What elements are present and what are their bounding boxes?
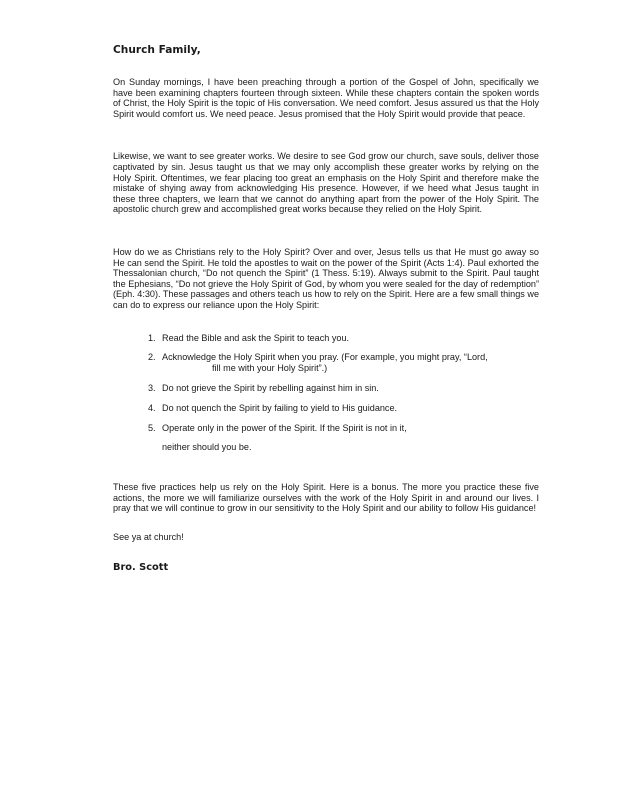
list-item-text: Read the Bible and ask the Spirit to teach you. <box>162 332 350 343</box>
list-item <box>113 352 539 373</box>
closing-line: See ya at church! <box>113 532 184 542</box>
practices-list <box>113 333 539 453</box>
list-number: 1. <box>148 332 156 343</box>
list-item <box>113 423 539 452</box>
paragraph-rely-on-spirit: How do we as Christians rely to the Holy Spirit? Over and over, Jesus tells us that He must go away so He can send the Spirit. He told the apostles to wait on the power of the Spirit (Acts 1:4). Paul exhorted the Thessalonian church, “Do not quench the Spirit” (1 Thess. 5:19). Always submit to the Spirit. Paul taught the Ephesians, “Do not grieve the Holy Spirit of God, by whom you were sealed for the day of redemption” (Eph. 4:30). These passages and others teach us how to rely on the Spirit. Here are a few small things we can do to express our reliance upon the Holy Spirit: <box>113 246 539 310</box>
salutation: Church Family, <box>113 44 201 56</box>
list-item-text: Acknowledge the Holy Spirit when you pray. (For example, you might pray, “Lord, <box>162 352 488 363</box>
list-item-continuation: fill me with your Holy Spirit”.) <box>212 363 328 374</box>
list-number: 2. <box>148 352 156 363</box>
list-item-body <box>162 352 539 373</box>
list-item-body <box>162 423 539 452</box>
list-item-text: Do not grieve the Spirit by rebelling against him in sin. <box>162 383 379 394</box>
signature: Bro. Scott <box>113 561 169 573</box>
list-number: 3. <box>148 383 156 394</box>
list-number: 4. <box>148 403 156 414</box>
paragraph-gospel-of-john: On Sunday mornings, I have been preaching through a portion of the Gospel of John, specifically we have been examining chapters fourteen through sixteen. While these chapters contain the spoken words of Christ, the Holy Spirit is the topic of His conversation. We need comfort. Jesus assured us that the Holy Spirit would comfort us. We need peace. Jesus promised that the Holy Spirit would provide that peace. <box>113 77 539 119</box>
list-item <box>113 403 539 414</box>
list-item <box>113 383 539 394</box>
list-item <box>113 333 539 344</box>
letter-page <box>113 44 539 574</box>
paragraph-bonus: These five practices help us rely on the Holy Spirit. Here is a bonus. The more you practice these five actions, the more we will familiarize ourselves with the work of the Holy Spirit in and around our lives. I pray that we will continue to grow in our sensitivity to the Holy Spirit and our ability to follow His guidance! <box>113 482 539 514</box>
list-item-text: Operate only in the power of the Spirit. If the Spirit is not in it, <box>162 423 407 434</box>
list-number: 5. <box>148 423 156 434</box>
list-item-subline: neither should you be. <box>162 441 252 452</box>
list-item-text: Do not quench the Spirit by failing to yield to His guidance. <box>162 403 398 414</box>
paragraph-greater-works: Likewise, we want to see greater works. We desire to see God grow our church, save souls, deliver those captivated by sin. Jesus taught us that we may only accomplish these greater works by relying on the Holy Spirit. Oftentimes, we fear placing too great an emphasis on the Holy Spirit and therefore make the mistake of shying away from acknowledging His presence. However, if we heed what Jesus taught in these three chapters, we learn that we cannot do anything apart from the power of the Holy Spirit. The apostolic church grew and accomplished great works because they relied on the Holy Spirit. <box>113 151 539 215</box>
